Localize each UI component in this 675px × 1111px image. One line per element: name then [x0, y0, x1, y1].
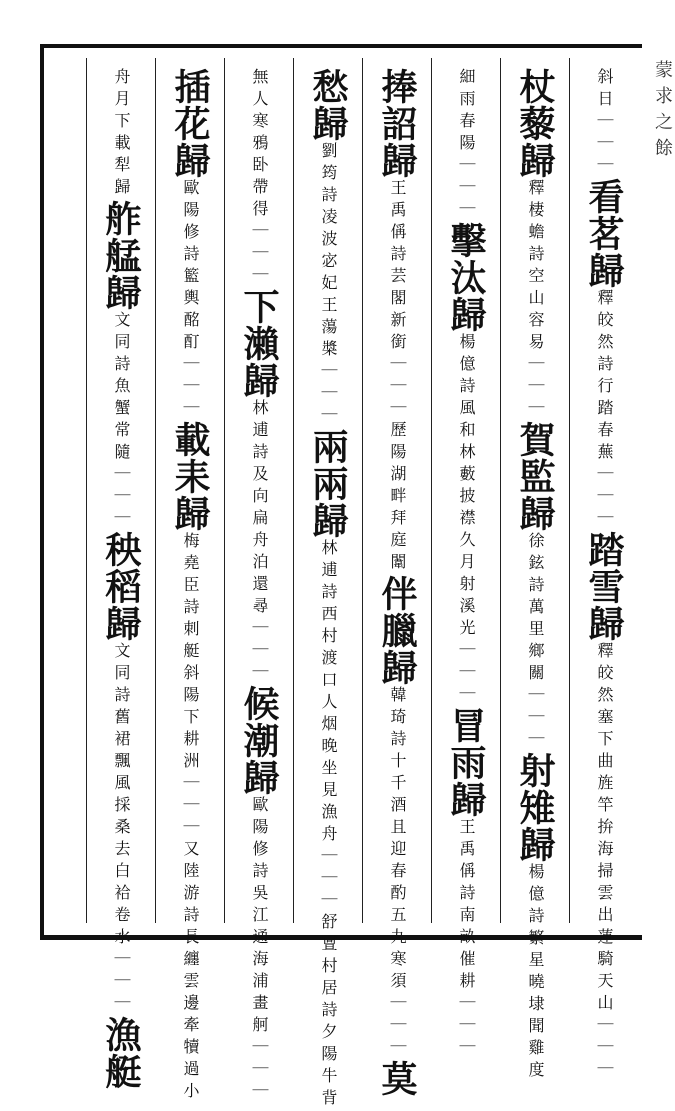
entry-text: 楊億詩繁星曉埭聞雞度 [526, 863, 545, 1083]
entry-text: 王禹偁詩南畝催耕｜｜｜ [457, 818, 476, 1060]
entry-text: 舒亶村居詩夕陽牛背 [319, 913, 338, 1111]
entry-heading: 杖藜歸 [514, 68, 556, 179]
column-rule [224, 58, 225, 923]
entry-text: 寒鴉 [250, 112, 269, 156]
entry-text: ｜｜｜ [250, 222, 269, 288]
column-rule [155, 58, 156, 923]
text-column [238, 68, 280, 1104]
entry-text: 韓琦詩十千酒且迎春酌五九寒須｜｜｜ [388, 686, 407, 1060]
entry-heading: 捧詔歸 [376, 68, 418, 179]
entry-text: 卧帶得 [250, 156, 269, 222]
entry-heading: 下瀨歸 [238, 288, 280, 399]
entry-text: 林逋詩西村渡口人烟晚坐見漁舟｜｜｜ [319, 539, 338, 913]
column-rule [293, 58, 294, 923]
entry-heading: 候潮歸 [238, 685, 280, 796]
entry-text: 歐陽修詩吳江通海浦畫舸｜｜｜ [250, 796, 269, 1104]
entry-heading: 兩兩歸 [307, 428, 349, 539]
entry-text: ｜｜｜ [457, 156, 476, 222]
column-rule [362, 58, 363, 923]
entry-heading: 莫 [376, 1060, 418, 1097]
entry-text: 文同詩舊裙飄風採桑去白袷卷水｜｜｜ [112, 642, 131, 1016]
entry-text: 林逋詩及向扁舟泊還尋｜｜｜ [250, 399, 269, 685]
entry-text: 梅堯臣詩刺艇斜陽下耕洲｜｜｜ [181, 532, 200, 840]
entry-text: 釋皎然詩行踏春蕪｜｜｜ [595, 289, 614, 531]
margin-note: 蒙求之餘 [652, 60, 673, 164]
entry-heading: 擊汰歸 [445, 222, 487, 333]
entry-heading: 射雉歸 [514, 752, 556, 863]
text-column [307, 68, 349, 1111]
entry-heading: 愁歸 [307, 68, 349, 142]
text-column [445, 68, 487, 1060]
entry-text: 舟月下載犁歸 [112, 68, 131, 200]
entry-text: 又陸游詩長纏雲邊牽犢過小 [181, 840, 200, 1104]
entry-heading: 踏雪歸 [583, 531, 625, 642]
entry-heading: 插花歸 [169, 68, 211, 179]
entry-text: 細雨春陽 [457, 68, 476, 156]
entry-text: 斜日 [595, 68, 614, 112]
entry-text: 劉筠詩凌波宓妃王蕩槳｜｜｜ [319, 142, 338, 428]
text-column [376, 68, 418, 1097]
column-rule [569, 58, 570, 923]
entry-heading: 伴臘歸 [376, 575, 418, 686]
entry-heading: 看茗歸 [583, 178, 625, 289]
entry-text: ｜｜｜ [595, 112, 614, 178]
entry-heading: 冒雨歸 [445, 707, 487, 818]
entry-heading: 賀監歸 [514, 421, 556, 532]
entry-heading: 漁艇 [100, 1016, 142, 1090]
entry-text: 釋棲蟾詩空山容易｜｜｜ [526, 179, 545, 421]
entry-heading: 載耒歸 [169, 421, 211, 532]
entry-text: 楊億詩風和林藪披襟久月射溪光｜｜｜ [457, 333, 476, 707]
entry-heading: 舴艋歸 [100, 200, 142, 311]
column-rule [431, 58, 432, 923]
text-column [514, 68, 556, 1083]
entry-text: 釋皎然塞下曲旌竿拚海掃雲出蓮騎天山｜｜｜ [595, 642, 614, 1082]
entry-text: 歐陽修詩籃輿酩酊｜｜｜ [181, 179, 200, 421]
entry-text: 文同詩魚蟹常隨｜｜｜ [112, 311, 131, 531]
column-rule [86, 58, 87, 923]
entry-text: 王禹偁詩芸閣新銜｜｜｜歷陽湖畔拜庭闈 [388, 179, 407, 575]
text-column [169, 68, 211, 1104]
text-column [583, 68, 625, 1082]
entry-text: 無人 [250, 68, 269, 112]
entry-heading: 秧稻歸 [100, 531, 142, 642]
text-column [100, 68, 142, 1090]
column-rule [500, 58, 501, 923]
entry-text: 徐鉉詩萬里鄉關｜｜｜ [526, 532, 545, 752]
